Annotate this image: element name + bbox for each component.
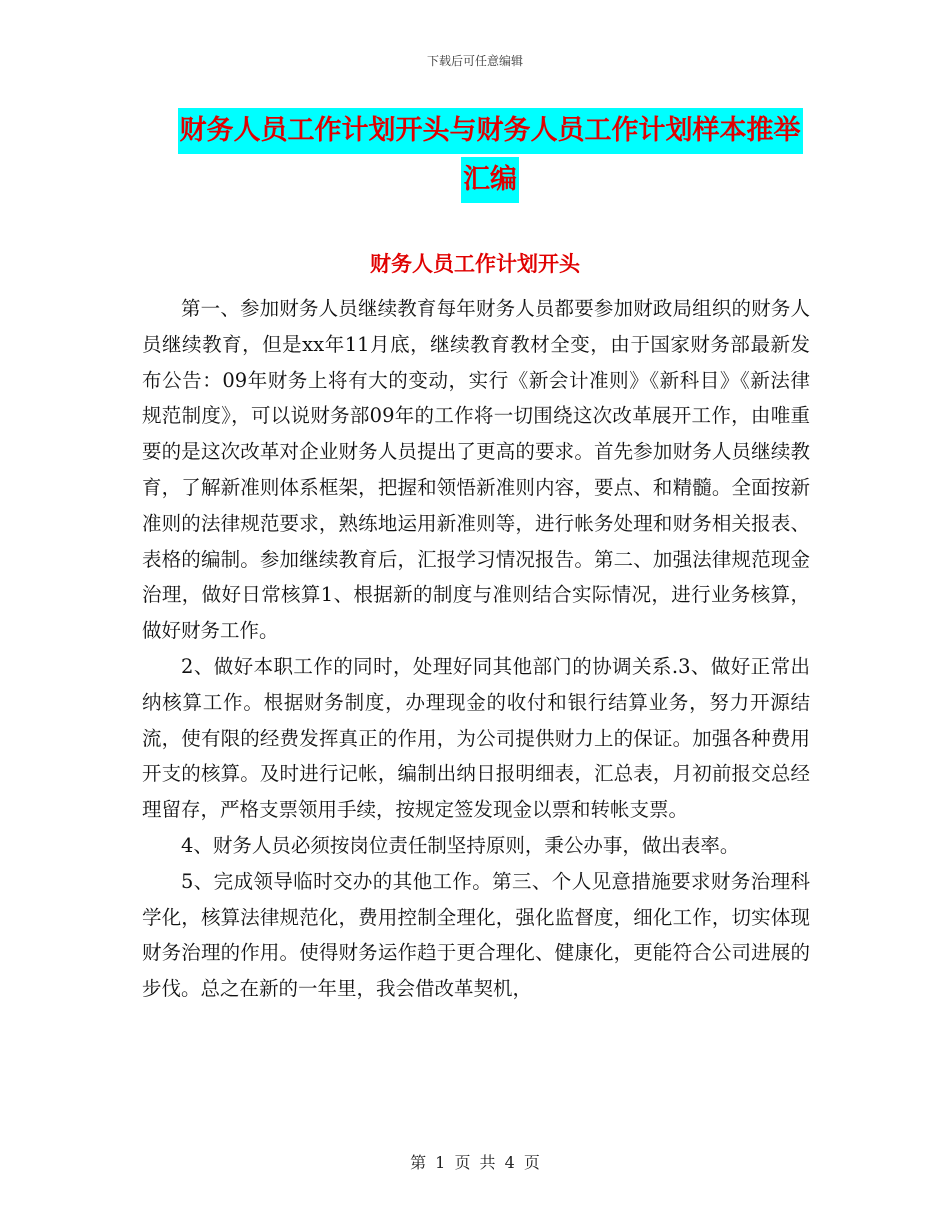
document-title [160,108,820,206]
paragraph: 2、做好本职工作的同时，处理好同其他部门的协调关系.3、做好正常出纳核算工作。根据财务制度，办理现金的收付和银行结算业务，努力开源结流，使有限的经费发挥真正的作用，为公司提供财力上的保证。加强各种费用开支的核算。及时进行记帐，编制出纳日报明细表，汇总表，月初前报交总经理留存，严格支票领用手续，按规定签发现金以票和转帐支票。 [142,654,810,822]
paragraph: 4、财务人员必须按岗位责任制坚持原则，秉公办事，做出表率。 [181,833,740,857]
body-text [142,291,810,1007]
document-title-line-2: 汇编 [461,157,519,203]
document-title-line-1: 财务人员工作计划开头与财务人员工作计划样本推举 [178,108,803,154]
paragraph: 第一、参加财务人员继续教育每年财务人员都要参加财政局组织的财务人员继续教育，但是xx年11月底，继续教育教材全变，由于国家财务部最新发布公告：09年财务上将有大的变动，实行《新会计准则》《新科目》《新法律规范制度》，可以说财务部09年的工作将一切围绕这次改革展开工作，由唯重要的是这次改革对企业财务人员提出了更高的要求。首先参加财务人员继续教育，了解新准则体系框架，把握和领悟新准则内容，要点、和精髓。全面按新准则的法律规范要求，熟练地运用新准则等，进行帐务处理和财务相关报表、表格的编制。参加继续教育后，汇报学习情况报告。第二、加强法律规范现金治理，做好日常核算1、根据新的制度与准则结合实际情况，进行业务核算，做好财务工作。 [142,297,810,643]
page-number: 第 1 页 共 4 页 [410,1153,540,1172]
page-header-note: 下载后可任意编辑 [426,54,523,68]
paragraph: 5、完成领导临时交办的其他工作。第三、个人见意措施要求财务治理科学化，核算法律规范化，费用控制全理化，强化监督度，细化工作，切实体现财务治理的作用。使得财务运作趋于更合理化、健康化，更能符合公司进展的步伐。总之在新的一年里，我会借改革契机， [142,869,810,1001]
section-heading: 财务人员工作计划开头 [370,252,580,276]
